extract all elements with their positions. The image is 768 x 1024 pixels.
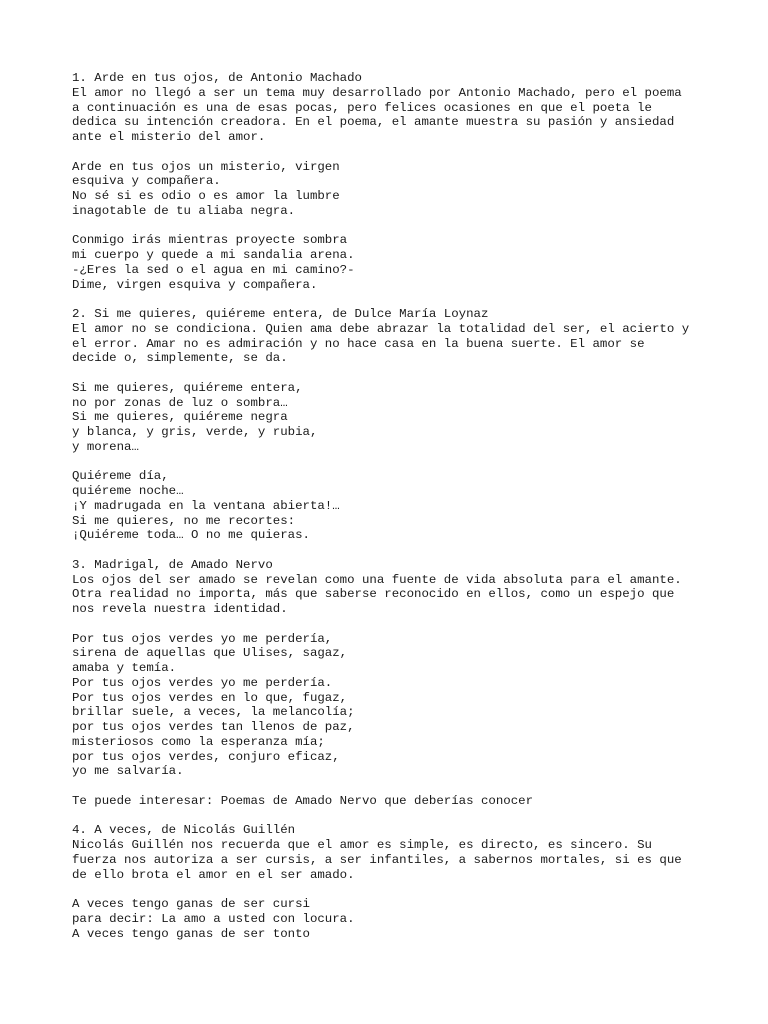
- section-4-intro: [72, 823, 752, 882]
- intro-line: Los ojos del ser amado se revelan como una fuente de vida absoluta para el amante.: [72, 572, 682, 587]
- related-note: [72, 794, 752, 809]
- intro-line: fuerza nos autoriza a ser cursis, a ser infantiles, a sabernos mortales, si es que: [72, 852, 682, 867]
- verse-line: Por tus ojos verdes en lo que, fugaz,: [72, 690, 348, 705]
- verse-line: inagotable de tu aliaba negra.: [72, 203, 296, 218]
- section-heading: 2. Si me quieres, quiéreme entera, de Dulce María Loynaz: [72, 307, 489, 321]
- verse-line: sirena de aquellas que Ulises, sagaz,: [72, 646, 348, 661]
- section-3-intro: [72, 558, 752, 617]
- verse-line: no por zonas de luz o sombra…: [72, 395, 288, 410]
- poem-stanza: [72, 381, 752, 455]
- intro-line: ante el misterio del amor.: [72, 130, 266, 144]
- poem-stanza: [72, 632, 752, 780]
- verse-line: -¿Eres la sed o el agua en mi camino?-: [72, 262, 355, 277]
- verse-line: misteriosos como la esperanza mía;: [72, 734, 325, 749]
- intro-line: El amor no se condiciona. Quien ama debe abrazar la totalidad del ser, el acierto y: [72, 321, 690, 336]
- verse-line: Si me quieres, quiéreme entera,: [72, 380, 303, 395]
- poem-stanza: [72, 160, 752, 219]
- section-heading: 3. Madrigal, de Amado Nervo: [72, 557, 273, 572]
- intro-line: El amor no llegó a ser un tema muy desarrollado por Antonio Machado, pero el poema: [72, 85, 682, 100]
- intro-line: dedica su intención creadora. En el poema, el amante muestra su pasión y ansiedad: [72, 115, 675, 130]
- verse-line: quiéreme noche…: [72, 484, 184, 498]
- document-page: [72, 71, 752, 956]
- verse-line: yo me salvaría.: [72, 764, 184, 779]
- verse-line: Por tus ojos verdes yo me perdería.: [72, 675, 333, 690]
- intro-line: nos revela nuestra identidad.: [72, 602, 288, 616]
- intro-line: Otra realidad no importa, más que saberse reconocido en ellos, como un espejo que: [72, 587, 675, 602]
- intro-line: decide o, simplemente, se da.: [72, 351, 288, 366]
- verse-line: Arde en tus ojos un misterio, virgen: [72, 159, 340, 174]
- verse-line: amaba y temía.: [72, 661, 177, 675]
- verse-line: ¡Quiéreme toda… O no me quieras.: [72, 528, 310, 543]
- section-1-intro: [72, 71, 752, 145]
- verse-line: Conmigo irás mientras proyecte sombra: [72, 233, 348, 248]
- poem-stanza: [72, 469, 752, 543]
- verse-line: Si me quieres, no me recortes:: [72, 513, 296, 528]
- verse-line: No sé si es odio o es amor la lumbre: [72, 189, 340, 203]
- verse-line: Por tus ojos verdes yo me perdería,: [72, 631, 333, 646]
- verse-line: esquiva y compañera.: [72, 174, 221, 189]
- verse-line: Si me quieres, quiéreme negra: [72, 410, 288, 425]
- section-heading: 1. Arde en tus ojos, de Antonio Machado: [72, 71, 362, 85]
- verse-line: Quiéreme día,: [72, 469, 169, 484]
- poem-stanza: [72, 233, 752, 292]
- verse-line: por tus ojos verdes, conjuro eficaz,: [72, 749, 340, 764]
- intro-line: a continuación es una de esas pocas, pero felices ocasiones en que el poeta le: [72, 100, 652, 115]
- intro-line: el error. Amar no es admiración y no hace casa en la buena suerte. El amor se: [72, 336, 645, 351]
- verse-line: por tus ojos verdes tan llenos de paz,: [72, 720, 355, 734]
- verse-line: brillar suele, a veces, la melancolía;: [72, 705, 355, 720]
- verse-line: A veces tengo ganas de ser cursi: [72, 897, 310, 911]
- poem-stanza: [72, 897, 752, 941]
- verse-line: y morena…: [72, 439, 139, 454]
- section-2-intro: [72, 307, 752, 366]
- intro-line: Nicolás Guillén nos recuerda que el amor es simple, es directo, es sincero. Su: [72, 838, 652, 852]
- verse-line: mi cuerpo y quede a mi sandalia arena.: [72, 248, 355, 262]
- related-note-text: Te puede interesar: Poemas de Amado Nervo que deberías conocer: [72, 793, 534, 808]
- intro-line: de ello brota el amor en el ser amado.: [72, 867, 355, 882]
- verse-line: A veces tengo ganas de ser tonto: [72, 926, 310, 941]
- section-heading: 4. A veces, de Nicolás Guillén: [72, 823, 296, 838]
- verse-line: Dime, virgen esquiva y compañera.: [72, 277, 318, 292]
- verse-line: para decir: La amo a usted con locura.: [72, 911, 355, 926]
- verse-line: ¡Y madrugada en la ventana abierta!…: [72, 498, 340, 513]
- verse-line: y blanca, y gris, verde, y rubia,: [72, 425, 318, 439]
